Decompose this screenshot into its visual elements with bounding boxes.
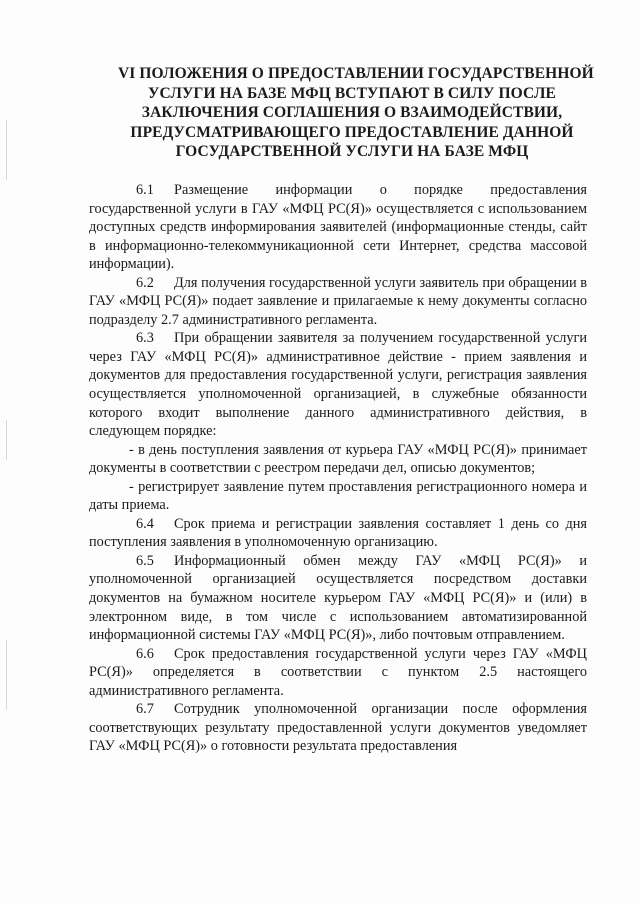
paragraph-text: Информационный обмен между ГАУ «МФЦ РС(Я)» и уполномоченной организацией осуществляется посредством доставки документов на бумажном носителе курьером ГАУ «МФЦ РС(Я)» и (или) в электронном виде, в том числе с использованием автоматизированной информационной системы ГАУ «МФЦ РС(Я)», либо почтовым отправлением. xyxy=(89,552,587,644)
paragraph-number: 6.4 xyxy=(136,515,154,532)
paragraph-number: 6.1 xyxy=(136,182,154,198)
heading-line: ГОСУДАРСТВЕННОЙ УСЛУГИ НА БАЗЕ МФЦ xyxy=(175,143,529,161)
paragraph-6-2 xyxy=(89,274,587,330)
document-body xyxy=(89,181,587,756)
list-item xyxy=(89,441,587,478)
paragraph-6-5 xyxy=(89,552,587,645)
paragraph-text: При обращении заявителя за получением государственной услуги через ГАУ «МФЦ РС(Я)» административное действие - прием заявления и документов для предоставления государственной услуги, регистрация заявления осуществляется уполномоченной организацией, в служебные обязанности которого входит выполнение данного административного действия, в следующем порядке: xyxy=(89,330,587,440)
paragraph-text: Для получения государственной услуги заявитель при обращении в ГАУ «МФЦ РС(Я)» подает заявление и прилагаемые к нему документы согласно подразделу 2.7 административного регламента. xyxy=(89,274,587,328)
paragraph-6-1 xyxy=(89,181,587,274)
heading-line: ПРЕДУСМАТРИВАЮЩЕГО ПРЕДОСТАВЛЕНИЕ ДАННОЙ xyxy=(130,123,574,141)
paragraph-6-6 xyxy=(89,645,587,701)
paragraph-number: 6.7 xyxy=(136,701,154,718)
scan-margin-mark xyxy=(6,640,7,710)
heading-line: VI ПОЛОЖЕНИЯ О ПРЕДОСТАВЛЕНИИ ГОСУДАРСТВЕННОЙ xyxy=(118,65,594,82)
heading-line: ЗАКЛЮЧЕНИЯ СОГЛАШЕНИЯ О ВЗАИМОДЕЙСТВИИ, xyxy=(141,104,563,122)
paragraph-6-4 xyxy=(89,515,587,552)
paragraph-number: 6.5 xyxy=(136,552,154,569)
section-heading xyxy=(118,64,594,162)
scan-margin-mark xyxy=(6,420,7,460)
paragraph-6-3 xyxy=(89,329,587,440)
paragraph-text: Срок предоставления государственной услуги через ГАУ «МФЦ РС(Я)» определяется в соответствии с пунктом 2.5 настоящего административного регламента. xyxy=(89,645,587,699)
list-item xyxy=(89,478,587,515)
paragraph-number: 6.2 xyxy=(136,274,154,291)
paragraph-text: Сотрудник уполномоченной организации после оформления соответствующих результату предоставленной услуги документов уведомляет ГАУ «МФЦ РС(Я)» о готовности результата предоставления xyxy=(89,701,587,755)
list-item-text: - в день поступления заявления от курьера ГАУ «МФЦ РС(Я)» принимает документы в соответствии с реестром передачи дел, описью документов; xyxy=(89,441,587,477)
list-item-text: - регистрирует заявление путем проставления регистрационного номера и даты приема. xyxy=(89,478,587,514)
paragraph-6-7 xyxy=(89,700,587,756)
paragraph-text: Срок приема и регистрации заявления составляет 1 день со дня поступления заявления в уполномоченную организацию. xyxy=(89,515,587,551)
paragraph-text: Размещение информации о порядке предоставления государственной услуги в ГАУ «МФЦ РС(Я)» осуществляется с использованием доступных средств информирования заявителей (информационные стенды, сайт в информационно-телекоммуникационной сети Интернет, средства массовой информации). xyxy=(89,182,587,273)
paragraph-number: 6.6 xyxy=(136,645,154,662)
paragraph-number: 6.3 xyxy=(136,330,154,347)
heading-line: УСЛУГИ НА БАЗЕ МФЦ ВСТУПАЮТ В СИЛУ ПОСЛЕ xyxy=(148,84,556,102)
scan-margin-mark xyxy=(6,120,7,180)
